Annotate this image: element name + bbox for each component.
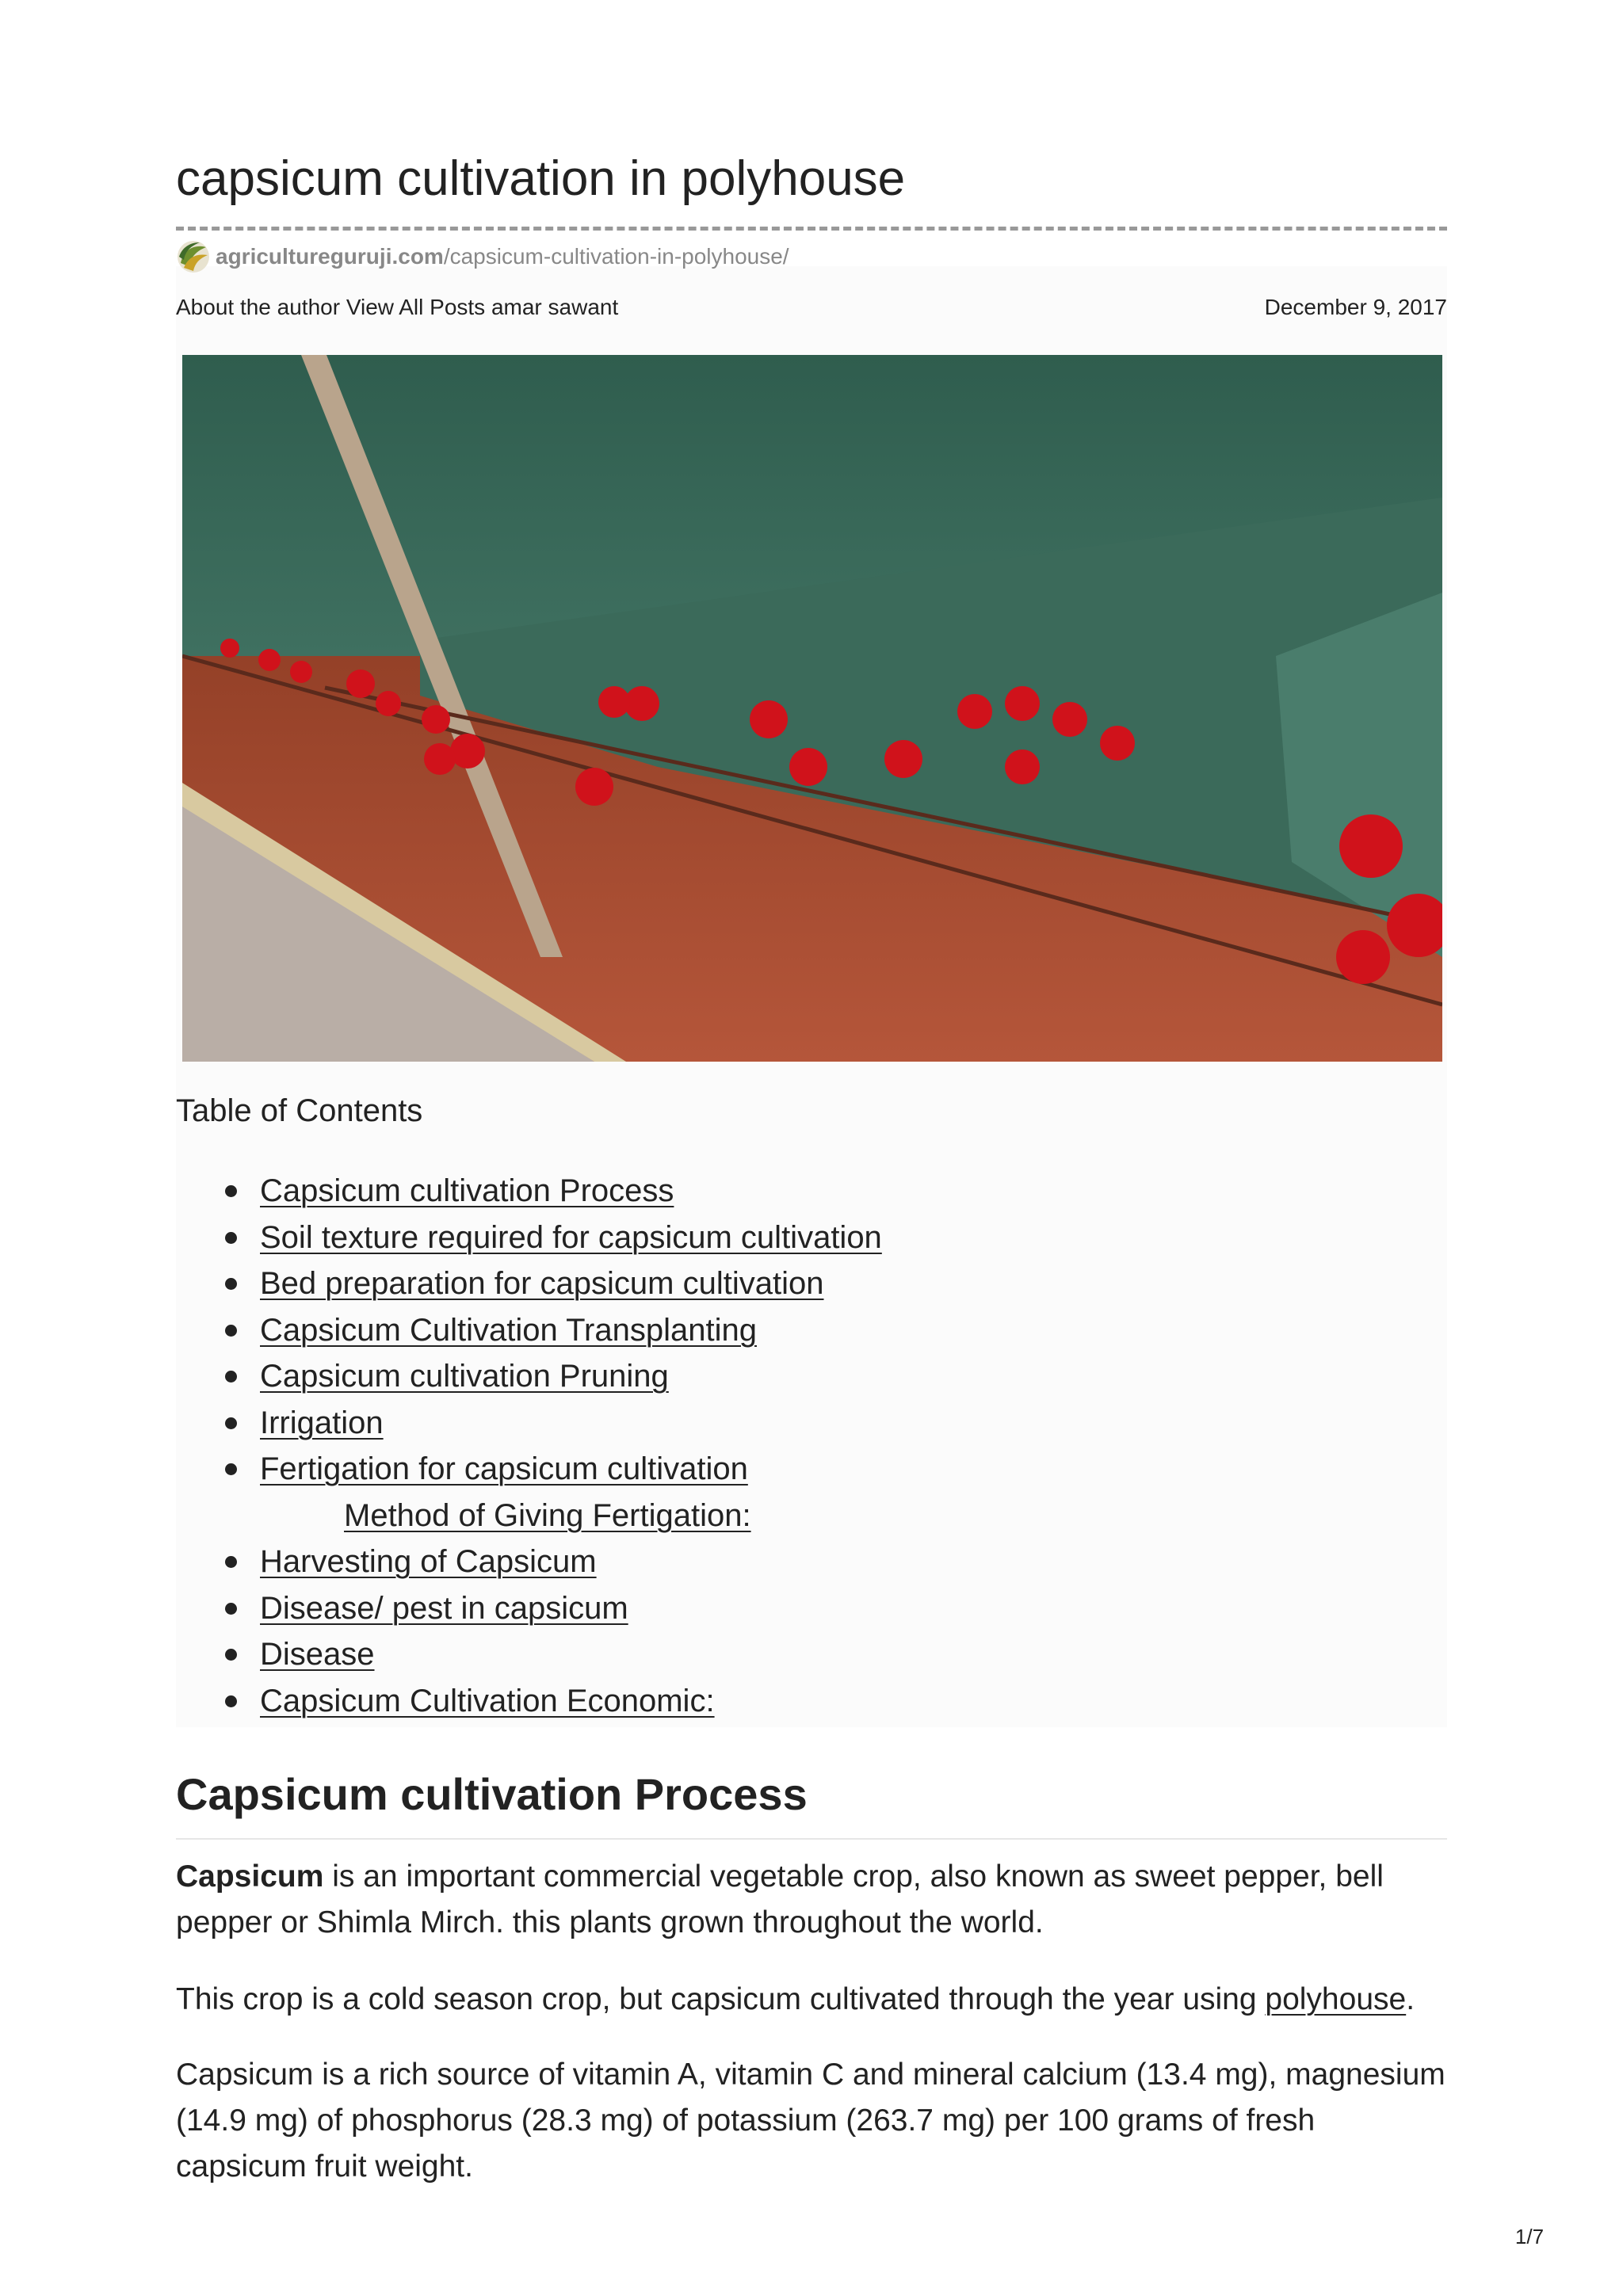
toc-link[interactable]: Soil texture required for capsicum cultivation [260, 1219, 882, 1255]
source-path: /capsicum-cultivation-in-polyhouse/ [443, 244, 789, 269]
paragraph-text: This crop is a cold season crop, but capsicum cultivated through the year using [176, 1982, 1266, 2016]
source-domain: agricultureguruji.com [216, 244, 444, 269]
author-line[interactable]: About the author View All Posts amar sawant [176, 295, 619, 319]
bullet [225, 1603, 237, 1615]
page-title: capsicum cultivation in polyhouse [176, 151, 906, 206]
section-heading: Capsicum cultivation Process [176, 1769, 808, 1819]
bullet [225, 1649, 237, 1661]
site-logo-icon [176, 239, 211, 274]
toc-link[interactable]: Capsicum Cultivation Transplanting [260, 1312, 757, 1348]
toc-link[interactable]: Fertigation for capsicum cultivation [260, 1451, 748, 1486]
bullet [225, 1556, 237, 1568]
bullet [225, 1232, 237, 1244]
section-divider [176, 1838, 1447, 1840]
paragraph: Capsicum is a rich source of vitamin A, vitamin C and mineral calcium (13.4 mg), magnesium (14.9 mg) of phosphorus (28.3 mg) of potassium (263.7 mg) per 100 grams of fresh capsicum fruit weight. [176, 2058, 1445, 2183]
page-number: 1/7 [1514, 2225, 1545, 2248]
toc-subitem [176, 1493, 882, 1539]
bullet [225, 1278, 237, 1290]
toc-link[interactable]: Irrigation [260, 1405, 384, 1440]
bullet [225, 1695, 237, 1707]
bullet [225, 1185, 237, 1197]
polyhouse-link[interactable]: polyhouse [1265, 1982, 1407, 2016]
toc-link[interactable]: Capsicum cultivation Process [260, 1173, 674, 1208]
bullet [225, 1325, 237, 1337]
toc-item [176, 1307, 882, 1354]
toc-link[interactable]: Disease [260, 1637, 375, 1672]
toc-link[interactable]: Capsicum Cultivation Economic: [260, 1683, 715, 1718]
table-of-contents [176, 1168, 882, 1724]
toc-link[interactable]: Disease/ pest in capsicum [260, 1590, 628, 1626]
paragraph-end: . [1406, 1982, 1415, 2016]
toc-item [176, 1678, 882, 1725]
capsicum-polyhouse-photo [182, 355, 1442, 1062]
title-divider [176, 227, 1447, 231]
toc-item [176, 1400, 882, 1447]
toc-item [176, 1539, 882, 1585]
toc-link[interactable]: Bed preparation for capsicum cultivation [260, 1266, 824, 1301]
toc-link[interactable]: Capsicum cultivation Pruning [260, 1359, 669, 1394]
paragraph [176, 1854, 1447, 1946]
toc-item [176, 1168, 882, 1215]
toc-item [176, 1353, 882, 1400]
toc-link[interactable]: Harvesting of Capsicum [260, 1544, 597, 1579]
post-date: December 9, 2017 [1264, 295, 1447, 319]
paragraph [176, 1977, 1447, 2023]
bullet [225, 1417, 237, 1429]
bold-term: Capsicum [176, 1859, 324, 1894]
bullet [225, 1371, 237, 1383]
toc-item [176, 1585, 882, 1632]
paragraph-text: is an important commercial vegetable crop, also known as sweet pepper, bell pepper or Shimla Mirch. this plants grown throughout the world. [176, 1859, 1384, 1939]
toc-item [176, 1261, 882, 1307]
toc-item [176, 1215, 882, 1261]
bullet [225, 1463, 237, 1475]
toc-item [176, 1446, 882, 1493]
toc-link[interactable]: Method of Giving Fertigation: [344, 1497, 751, 1533]
source-url[interactable] [176, 239, 789, 274]
toc-item [176, 1631, 882, 1678]
toc-title: Table of Contents [176, 1093, 423, 1128]
